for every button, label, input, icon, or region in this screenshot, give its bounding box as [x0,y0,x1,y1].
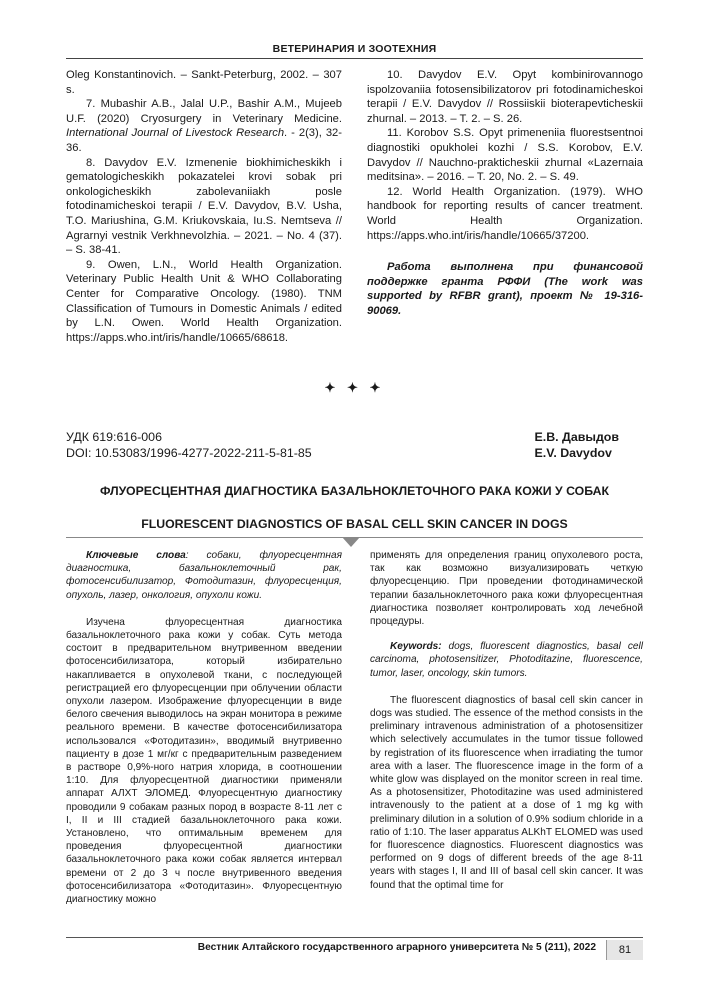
doi: DOI: 10.53083/1996-4277-2022-211-5-81-85 [66,445,312,460]
keywords-en: Keywords: dogs, fluorescent diagnostics, basal cell carcinoma, photosensitizer, Photoditazine, fluorescence, tumor, laser, oncology, skin tumors. [370,641,643,679]
section-separator-stars: ✦ ✦ ✦ [324,380,385,395]
reference-10: 10. Davydov E.V. Opyt kombinirovannogo ispolzovaniia fotosensibilizatorov pri fotodinamicheskoi terapii / E.V. Davydov // Rossiiskii bioterapevticheskii zhurnal. – 2013. – T. 2. – S. 26. [367,69,643,125]
reference-12: 12. World Health Organization. (1979). WHO handbook for reporting results of cancer treatment. World Health Organization. https://apps.who.int/iris/handle/10665/37200. [367,185,643,242]
article-authors [534,430,619,461]
header-rule [66,58,643,59]
journal-section-header: ВЕТЕРИНАРИЯ И ЗООТЕХНИЯ [272,43,437,55]
keywords-ru: Ключевые слова: собаки, флуоресцентная диагностика, базальноклеточный рак, фотосенсибилизатор, Фотодитазин, флуоресценция, опухоль, лазер, онкология, опухоли кожи. [66,550,342,601]
reference-8: 8. Davydov E.V. Izmenenie biokhimicheskikh i gematologicheskikh pokazatelei krovi sobak pri onkologicheskikh zabolevaniiakh posle fotodinamicheskoi terapii / E.V. Davydov, B.V. Usha, T.O. Mariushina, G.M. Kriukovskaia, Iu.S. Nemtseva // Agrarnyi vestnik Verkhnevolzhia. – 2021. – No. 4 (37). – S. 38-41. [66,156,342,257]
journal-citation: Вестник Алтайского государственного аграрного университета № 5 (211), 2022 [197,942,596,953]
abstract-ru-body: Изучена флуоресцентная диагностика базальноклеточного рака кожи у собак. Суть метода состоит в предварительном внутривенном введении фотосенсибилизатора, который избирательно накапливается в опухолевой ткани, с последующей регистрацией его флуоресценции при облучении области опухоли лазером. Изображение флуоресценции в виде белого свечения выводилось на экран монитора в режиме реального времени. В качестве фотосенсибилизатора использовался «Фотодитазин», вводимый внутривенно пациенту в дозе 1 мг/кг с предварительным разведением в растворе 0,9%-ного натрия хлорида, в соотношении 1:10. Для флуоресцентной диагностики применяли аппарат АЛХТ ЭЛОМЕД. Флуоресцентную диагностику проводили 9 собакам разных пород в возрасте 8-11 лет с I, II и III стадией базальноклеточного рака кожи. Установлено, что оптимальным временем для проведения флуоресцентной диагностики базальноклеточного рака кожи собак является интервал времени от 2 до 3 ч после внутривенного введения фотосенсибилизатора «Фотодитазин». Флуоресцентную диагностику можно [66,616,342,906]
abstract-ru-continuation: применять для определения границ опухолевого роста, так как возможно визуализировать четкую флуоресценцию. При проведении фотодинамической терапии базальноклеточного рака кожи флуоресцентная диагностика позволяет контролировать ход лечебной процедуры. [370,550,643,628]
article-identifiers [66,430,312,461]
reference-6-tail: Oleg Konstantinovich. – Sankt-Peterburg, 2002. – 307 s. [66,69,342,96]
rule-pointer [342,537,360,547]
keywords-ru-label: Ключевые слова [86,550,186,561]
reference-9: 9. Owen, L.N., World Health Organization. Veterinary Public Health Unit & WHO Collaborating Center for Comparative Oncology. (1980). TNM Classification of Tumours in Domestic Animals / edited by L.N. Owen. World Health Organization. https://apps.who.int/iris/handle/10665/68618. [66,258,342,344]
funding-note: Работа выполнена при финансовой поддержке гранта РФФИ (The work was supported by RFBR grant), проект № 19-316-90069. [367,261,643,317]
abstract-en-body: The fluorescent diagnostics of basal cell skin cancer in dogs was studied. The essence of the method consists in the preliminary intravenous administration of a photosensitizer which selectively accumulates in the tumor tissue followed by registration of its fluorescence when irradiating the tumor area with a laser. The fluorescence image in the form of a white glow was displayed on the monitor screen in real time. As a photosensitizer, Photoditazine was used administered intravenously to the patient at a dose of 1 mg kg with preliminary dilution in a solution of 0.9% sodium chloride in a ratio of 1:10. The laser apparatus ALKhT ELOMED was used for fluorescence diagnostics. Fluorescent diagnostics was performed on 9 dogs of different breeds of the age 8-11 years with stages I, II and III of basal cell skin cancer. It was found that the optimal time for [370,694,643,891]
keywords-en-label: Keywords: [390,641,442,653]
article-title-en: FLUORESCENT DIAGNOSTICS OF BASAL CELL SKIN CANCER IN DOGS [141,517,568,531]
article-title-ru: ФЛУОРЕСЦЕНТНАЯ ДИАГНОСТИКА БАЗАЛЬНОКЛЕТОЧНОГО РАКА КОЖИ У СОБАК [100,484,609,498]
page-footer [66,940,643,958]
abstract-ru-column [66,549,342,906]
references-right-column [367,68,643,319]
reference-7: 7. Mubashir A.B., Jalal U.P., Bashir A.M., Mujeeb U.F. (2020) Cryosurgery in Veterinary Medicine. International Journal of Livestock Research. - 2(3), 32-36. [66,98,342,154]
author-ru: Е.В. Давыдов [534,430,619,444]
author-en: E.V. Davydov [534,445,612,460]
journal-name: International Journal of Livestock Research [66,127,285,140]
udc-code: УДК 619:616-006 [66,430,162,444]
page-number: 81 [606,940,643,960]
footer-rule [66,937,643,938]
abstract-right-column [370,549,643,892]
references-left-column [66,68,342,345]
reference-11: 11. Korobov S.S. Opyt primeneniia fluorestsentnoi diagnostiki opukholei kozhi / S.S. Korobov, E.V. Davydov // Nauchno-prakticheskii zhurnal «Lazernaia meditsina». – 2016. – T. 20, No. 2. – S. 49. [367,127,643,184]
